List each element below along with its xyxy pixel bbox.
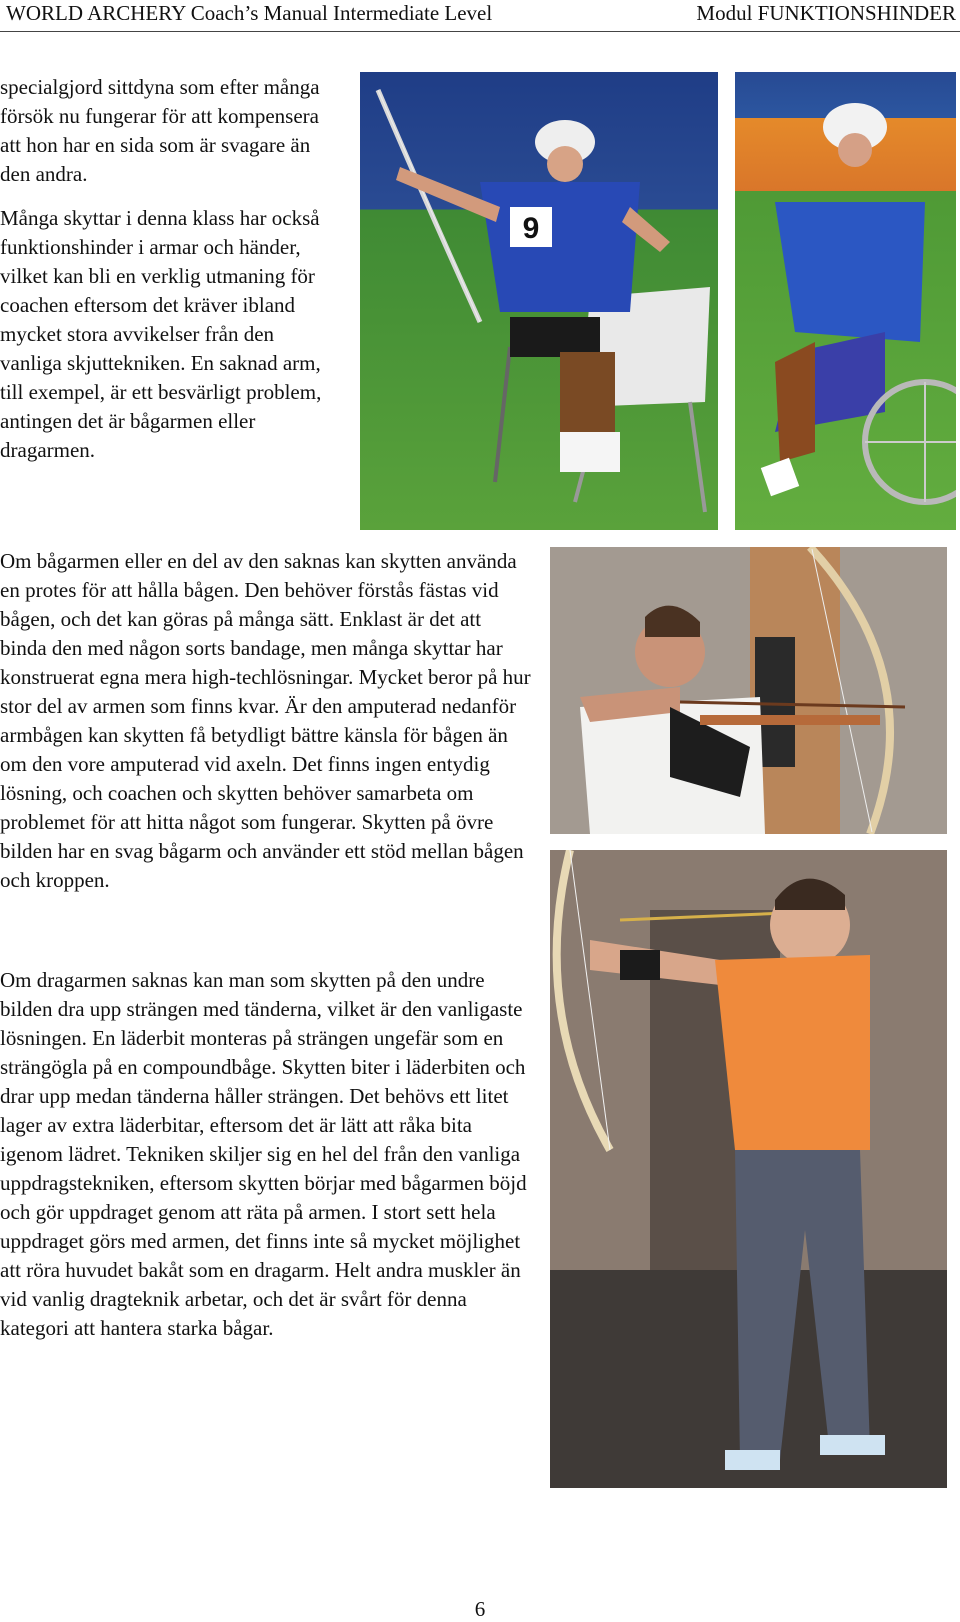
paragraph-2: Många skyttar i denna klass har också funktionshinder i armar och händer, vilket kan bli en verklig utmaning för coachen eftersom det kräver ibland mycket stora avvikelser från den vanliga skjuttekniken. En saknad arm, till exempel, är ett besvärligt problem, antingen det är bågarmen eller dragarmen. <box>0 206 322 462</box>
teeth-draw-illustration <box>550 850 947 1488</box>
header-divider <box>0 31 960 32</box>
header-module: Modul FUNKTIONSHINDER <box>696 1 956 25</box>
page-number: 6 <box>474 1597 486 1621</box>
wheelchair-archer-illustration <box>735 72 956 530</box>
arm-support-illustration <box>550 547 947 834</box>
paragraph-1: specialgjord sittdyna som efter många försök nu fungerar för att kompensera att hon har en sida som är svagare än den andra. <box>0 75 320 186</box>
seated-archer-illustration <box>360 72 718 530</box>
photo-arm-support-archer <box>550 547 947 834</box>
photo-seated-archer <box>360 72 718 530</box>
photo-wheelchair-archer <box>735 72 956 530</box>
header-title: WORLD ARCHERY Coach’s Manual Intermediate Level <box>6 1 493 25</box>
paragraph-3: Om bågarmen eller en del av den saknas kan skytten använda en protes för att hålla bågen. Den behöver förstås fästas vid bågen, och det kan göras på många sätt. Enklast är det att binda den med någon sorts bandage, men många skyttar har konstruerat egna mera high-techlösningar. Mycket beror på hur stor del av armen som finns kvar. Är den amputerad nedanför armbågen kan skytten få betydligt bättre känsla för bågen än om den vore amputerad vid axeln. Det finns ingen entydig lösning, och coachen och skytten behöver samarbeta om problemet för att hitta något som fungerar. Skytten på övre bilden har en svag bågarm och använder ett stöd mellan bågen och kroppen. <box>0 549 531 892</box>
paragraph-4: Om dragarmen saknas kan man som skytten på den undre bilden dra upp strängen med tänderna, vilket är den vanligaste lösningen. En läderbit monteras på strängen ungefär som en strängögla på en compoundbåge. Skytten biter i läderbiten och drar upp medan tänderna håller strängen. Det behövs ett litet lager av extra läderbitar, eftersom det är lätt att råka bita igenom lädret. Tekniken skiljer sig en hel del från den vanliga uppdragstekniken, eftersom skytten börjar med bågarmen böjd och gör uppdraget genom att räta på armen. I stort sett hela uppdraget görs med armen, det finns inte så mycket möjlighet att röra huvudet bakåt som en dragarm. Helt andra muskler än vid vanlig dragteknik arbetar, och det är svårt för denna kategori att hantera starka bågar. <box>0 968 527 1340</box>
bib-number: 9 <box>522 212 540 245</box>
photo-teeth-draw-archer <box>550 850 947 1488</box>
